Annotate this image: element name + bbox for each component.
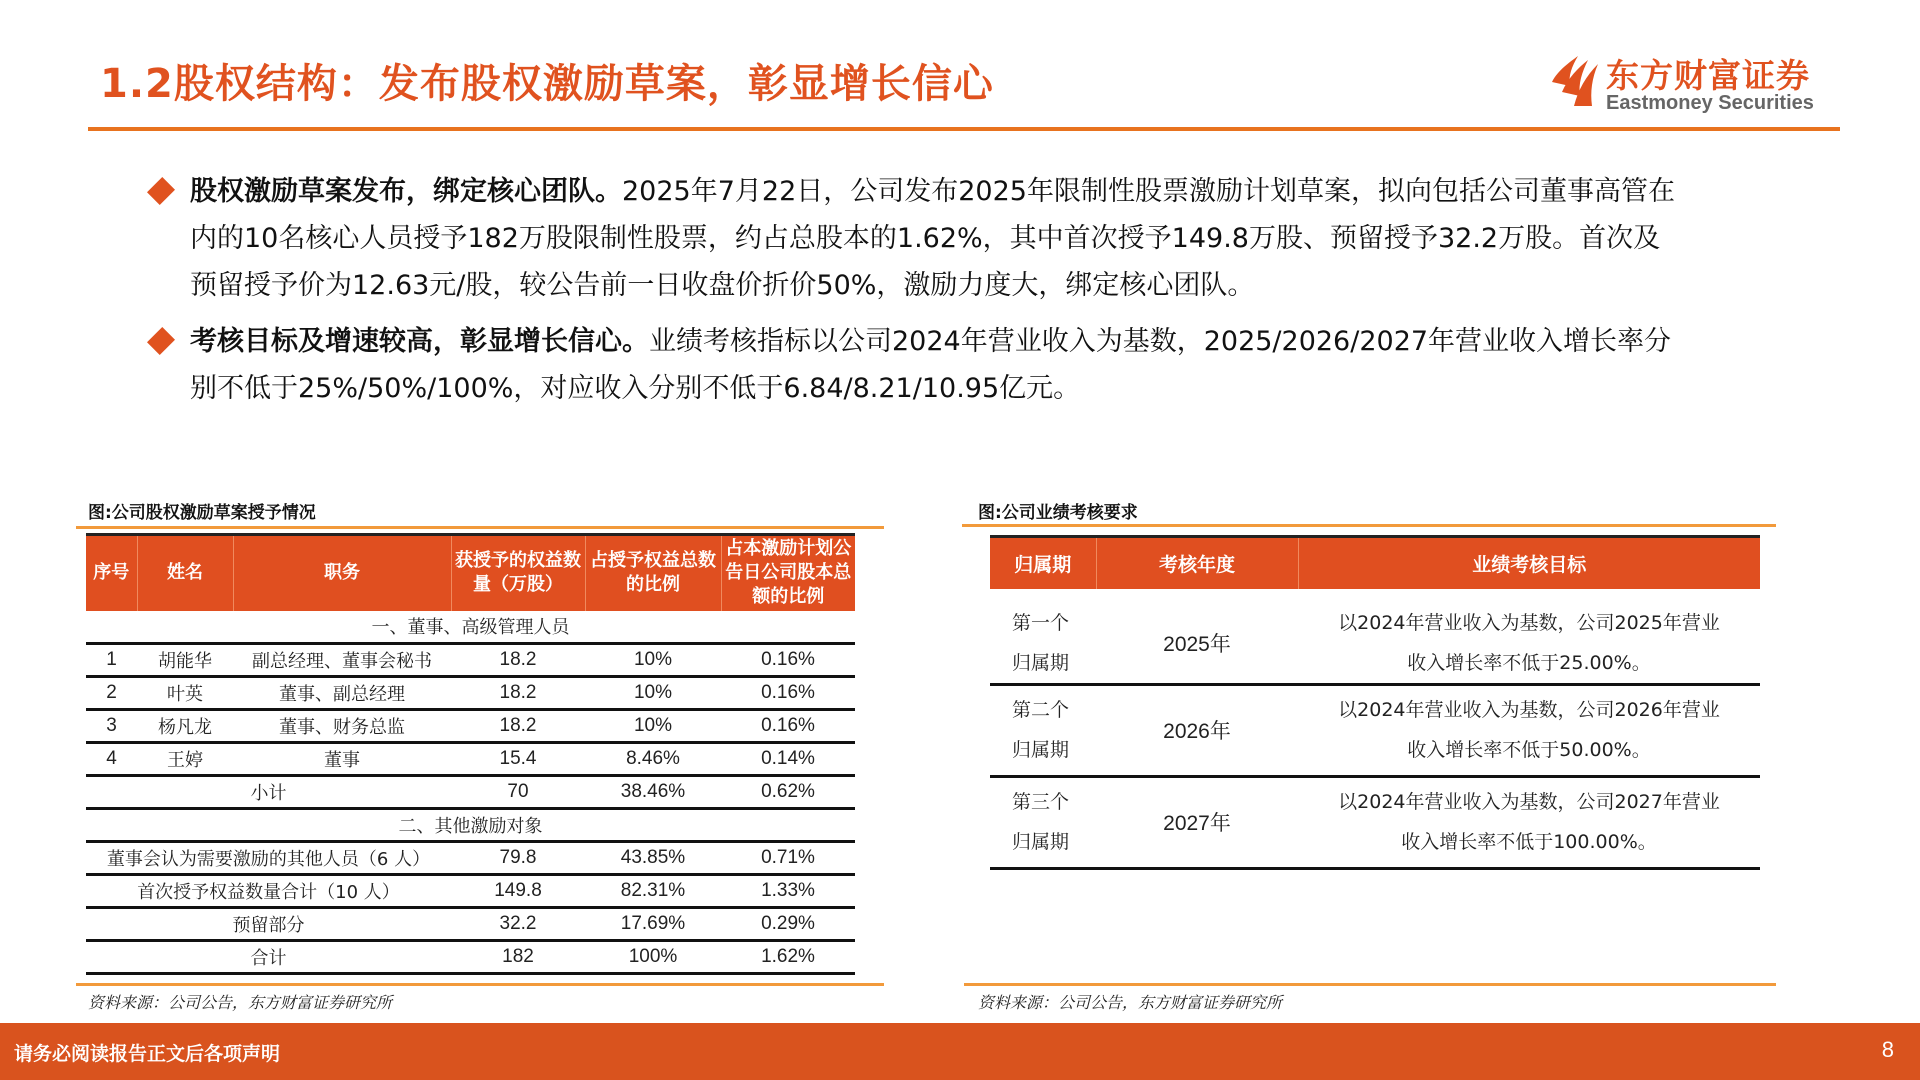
performance-target-table [990, 535, 1760, 870]
cell-title: 副总经理、董事会秘书 [252, 651, 432, 672]
cell-pct-grant: 82.31% [620, 880, 686, 901]
col-header-shares: 获授予的权益数量（万股） [451, 535, 585, 611]
cell-pct-total: 0.71% [761, 847, 815, 868]
table-header-row [990, 537, 1760, 589]
table-row [86, 842, 855, 875]
bullet-body: 业绩考核指标以公司2024年营业收入为基数，2025/2026/2027年营业收入增长率分别不低于25%/50%/100%，对应收入分别不低于6.84/8.21/10.95亿元。 [190, 326, 1672, 404]
cell-pct-total: 0.16% [761, 649, 815, 670]
cell-pct-total: 0.14% [761, 748, 815, 769]
cell-pct-total: 0.29% [761, 913, 815, 934]
disclaimer-text: 请务必阅读报告正文后各项声明 [14, 1043, 281, 1065]
cell-shares: 18.2 [499, 682, 537, 703]
equity-grant-table [86, 533, 855, 975]
right-figure-rule [962, 524, 1776, 527]
section-row [86, 611, 855, 644]
cell-label: 董事会认为需要激励的其他人员（6 人） [106, 849, 431, 870]
cell-pct-grant: 38.46% [620, 781, 686, 802]
subtotal-row [86, 776, 855, 809]
cell-pct-total: 0.16% [761, 715, 815, 736]
col-header-name: 姓名 [137, 535, 233, 611]
col-header-period: 归属期 [990, 537, 1096, 589]
cell-shares: 182 [502, 946, 534, 967]
cell-pct-total: 0.62% [761, 781, 815, 802]
cell-pct-grant: 10% [633, 715, 673, 736]
right-figure-title: 图:公司业绩考核要求 [978, 503, 1138, 523]
table-row [990, 589, 1760, 685]
cell-no: 3 [106, 715, 117, 736]
bullet-lead: 考核目标及增速较高，彰显增长信心。 [190, 326, 649, 357]
col-header-no: 序号 [86, 535, 137, 611]
col-header-year: 考核年度 [1096, 537, 1298, 589]
cell-shares: 15.4 [499, 748, 537, 769]
cell-title: 董事 [324, 750, 360, 771]
title-divider [88, 127, 1840, 131]
col-header-goal: 业绩考核目标 [1298, 537, 1760, 589]
bullet-body: 2025年7月22日，公司发布2025年限制性股票激励计划草案，拟向包括公司董事高管在内的10名核心人员授予182万股限制性股票，约占总股本的1.62%，其中首次授予149.8万股、预留授予32.2万股。首次及预留授予价为12.63元/股，较公告前一日收盘价折价50%，激励力度大，绑定核心团队。 [190, 176, 1675, 301]
cell-pct-grant: 43.85% [620, 847, 686, 868]
cell-shares: 79.8 [499, 847, 537, 868]
table-row [86, 875, 855, 908]
cell-pct-total: 0.16% [761, 682, 815, 703]
cell-shares: 70 [507, 781, 529, 802]
table-row [86, 644, 855, 677]
cell-label: 合计 [250, 948, 287, 969]
right-figure-bottom-rule [964, 983, 1776, 986]
section-row [86, 809, 855, 842]
bullet-item [150, 318, 1680, 412]
left-figure-source: 资料来源：公司公告，东方财富证券研究所 [88, 993, 393, 1012]
cell-goal: 以2024年营业收入为基数，公司2025年营业 收入增长率不低于25.00%。 [1338, 611, 1720, 674]
diamond-bullet-icon [147, 177, 175, 205]
cell-goal: 以2024年营业收入为基数，公司2026年营业 收入增长率不低于50.00%。 [1338, 699, 1720, 761]
cell-pct-total: 1.33% [761, 880, 815, 901]
col-header-title: 职务 [233, 535, 451, 611]
total-row [86, 941, 855, 974]
cell-label: 小计 [250, 783, 287, 804]
section-label: 二、其他激励对象 [398, 816, 543, 837]
cell-label: 首次授予权益数量合计（10 人） [137, 882, 400, 903]
table-row [86, 743, 855, 776]
cell-name: 胡能华 [158, 651, 212, 672]
page-number: 8 [1881, 1037, 1894, 1062]
cell-goal: 以2024年营业收入为基数，公司2027年营业 收入增长率不低于100.00%。 [1338, 791, 1720, 853]
table-row [86, 908, 855, 941]
cell-pct-grant: 17.69% [620, 913, 686, 934]
cell-label: 预留部分 [232, 915, 305, 936]
logo-english-name: Eastmoney Securities [1606, 92, 1814, 114]
right-figure-source: 资料来源：公司公告，东方财富证券研究所 [978, 993, 1283, 1012]
cell-shares: 18.2 [499, 649, 537, 670]
col-header-pct-grant: 占授予权益总数的比例 [585, 535, 721, 611]
section-label: 一、董事、高级管理人员 [371, 617, 570, 639]
table-row [86, 710, 855, 743]
cell-year: 2027年 [1163, 812, 1231, 835]
cell-shares: 32.2 [499, 913, 537, 934]
bullet-lead: 股权激励草案发布，绑定核心团队。 [190, 176, 622, 207]
left-figure-bottom-rule [76, 983, 884, 986]
cell-year: 2026年 [1163, 720, 1231, 743]
left-figure-title: 图:公司股权激励草案授予情况 [88, 503, 316, 523]
cell-shares: 18.2 [499, 715, 537, 736]
page-title: 1.2股权结构：发布股权激励草案，彰显增长信心 [100, 61, 994, 107]
diamond-bullet-icon [147, 327, 175, 355]
col-header-pct-total: 占本激励计划公告日公司股本总额的比例 [721, 535, 855, 611]
logo-chinese-name: 东方财富证券 [1606, 56, 1810, 95]
cell-year: 2025年 [1163, 632, 1231, 656]
cell-pct-grant: 10% [633, 649, 673, 670]
left-figure-rule [76, 526, 884, 529]
cell-name: 叶英 [167, 684, 203, 705]
cell-no: 4 [106, 748, 117, 769]
cell-pct-grant: 100% [628, 946, 678, 967]
table-header-row [86, 535, 855, 611]
footer-bar [0, 1023, 1920, 1080]
cell-no: 1 [106, 649, 117, 670]
cell-shares: 149.8 [494, 880, 542, 901]
table-row [990, 776, 1760, 868]
cell-pct-grant: 10% [633, 682, 673, 703]
bullet-list [150, 168, 1680, 421]
cell-name: 杨凡龙 [158, 717, 212, 738]
cell-period: 第二个 归属期 [1012, 699, 1070, 761]
bullet-item [150, 168, 1680, 309]
cell-title: 董事、财务总监 [279, 717, 405, 738]
eastmoney-wing-logo-icon [1548, 52, 1600, 108]
table-row [990, 684, 1760, 776]
cell-period: 第三个 归属期 [1012, 791, 1070, 853]
cell-pct-grant: 8.46% [626, 748, 680, 769]
cell-pct-total: 1.62% [761, 946, 815, 967]
table-row [86, 677, 855, 710]
cell-title: 董事、副总经理 [279, 684, 405, 705]
company-logo [1548, 50, 1840, 118]
cell-name: 王婷 [167, 750, 203, 771]
cell-no: 2 [106, 682, 117, 703]
cell-period: 第一个 归属期 [1012, 611, 1070, 674]
